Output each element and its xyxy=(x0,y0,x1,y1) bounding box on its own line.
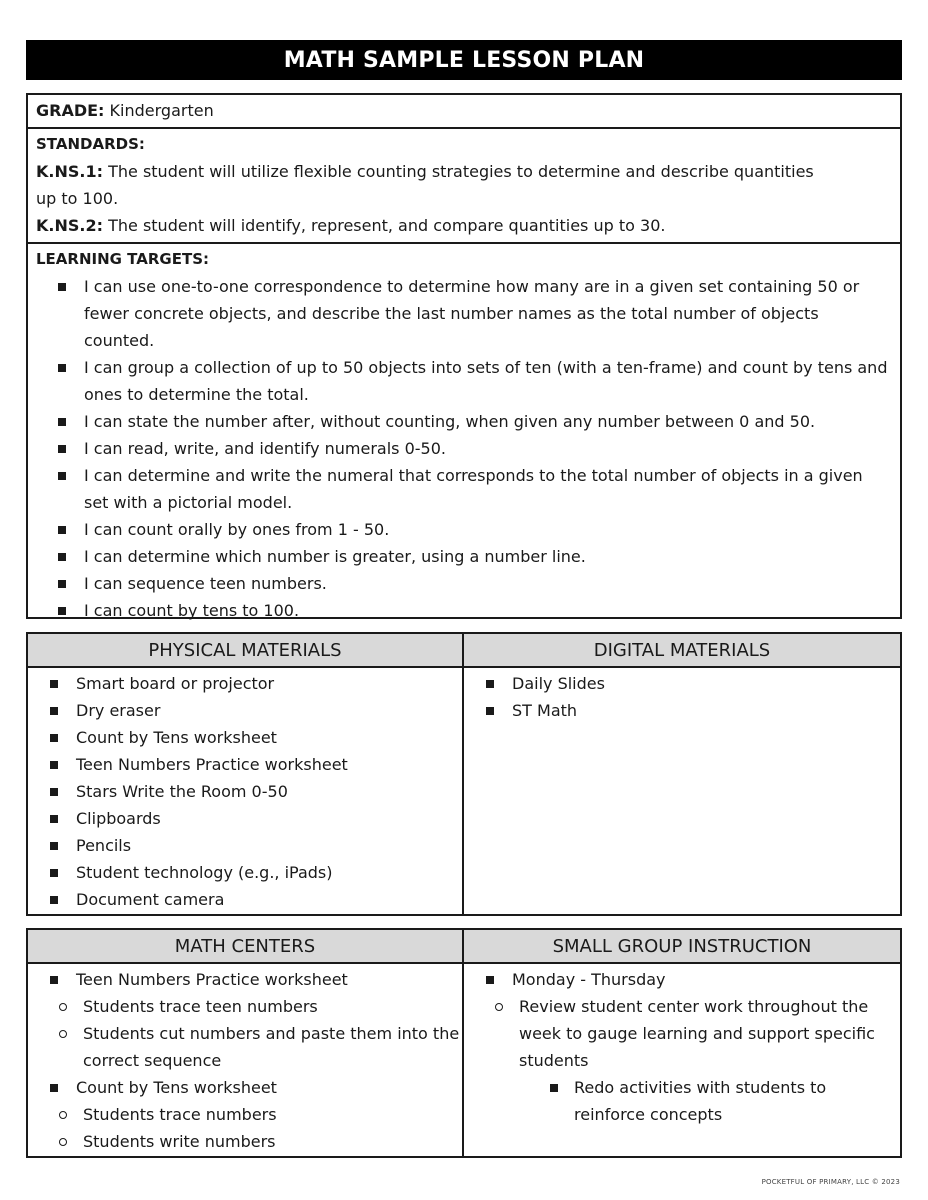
standard-text-continued: up to 100. xyxy=(36,189,119,208)
grade-row xyxy=(28,95,900,129)
list-item: I can group a collection of up to 50 objects into sets of ten (with a ten-frame) and count by tens and ones to determine the total. xyxy=(36,354,892,408)
list-item: I can sequence teen numbers. xyxy=(36,570,892,597)
digital-materials-header: DIGITAL MATERIALS xyxy=(464,634,900,668)
list-item: Stars Write the Room 0-50 xyxy=(28,778,462,805)
standards-label: STANDARDS: xyxy=(36,135,145,153)
standard-code: K.NS.2: xyxy=(36,216,103,235)
list-item: I can determine and write the numeral that corresponds to the total number of objects in a given set with a pictorial model. xyxy=(36,462,892,516)
physical-materials-list xyxy=(28,668,462,913)
list-item: Dry eraser xyxy=(28,697,462,724)
copyright-footer: POCKETFUL OF PRIMARY, LLC © 2023 xyxy=(761,1178,900,1186)
math-centers-list xyxy=(28,964,462,993)
center-sub-list xyxy=(28,993,462,1074)
lesson-info-box xyxy=(26,93,902,619)
list-item: Students cut numbers and paste them into the correct sequence xyxy=(28,1020,462,1074)
list-item xyxy=(28,966,462,993)
list-item: Daily Slides xyxy=(464,670,900,697)
math-centers-column xyxy=(28,930,464,1156)
standard-code: K.NS.1: xyxy=(36,162,103,181)
grade-value: Kindergarten xyxy=(109,101,214,120)
small-group-column xyxy=(464,930,900,1156)
list-item: Teen Numbers Practice worksheet xyxy=(28,751,462,778)
list-item: Students trace numbers xyxy=(28,1101,462,1128)
physical-materials-header: PHYSICAL MATERIALS xyxy=(28,634,462,668)
standard-item xyxy=(36,158,892,185)
digital-materials-list xyxy=(464,668,900,724)
standards-row xyxy=(28,129,900,244)
list-item: I can count orally by ones from 1 - 50. xyxy=(36,516,892,543)
center-sub-list xyxy=(28,1101,462,1155)
list-item: I can count by tens to 100. xyxy=(36,597,892,624)
learning-targets-list xyxy=(36,273,892,624)
learning-targets-row xyxy=(28,244,900,627)
list-item: ST Math xyxy=(464,697,900,724)
list-item: Students write numbers xyxy=(28,1128,462,1155)
grade-label: GRADE: xyxy=(36,101,105,120)
list-item: I can read, write, and identify numerals 0-50. xyxy=(36,435,892,462)
small-group-header: SMALL GROUP INSTRUCTION xyxy=(464,930,900,964)
list-item: I can determine which number is greater, using a number line. xyxy=(36,543,892,570)
standard-text: The student will utilize flexible counting strategies to determine and describe quantities xyxy=(108,162,814,181)
small-group-list xyxy=(464,964,900,993)
page-title: MATH SAMPLE LESSON PLAN xyxy=(26,40,902,80)
list-item: I can use one-to-one correspondence to determine how many are in a given set containing 50 or fewer concrete objects, and describe the last number names as the total number of objects counted. xyxy=(36,273,892,354)
small-group-sub-sub-list xyxy=(519,1074,900,1128)
materials-table xyxy=(26,632,902,916)
centers-table xyxy=(26,928,902,1158)
list-item: Count by Tens worksheet xyxy=(28,1074,462,1101)
center-title: Teen Numbers Practice worksheet xyxy=(76,970,348,989)
list-item: Pencils xyxy=(28,832,462,859)
list-item: Clipboards xyxy=(28,805,462,832)
list-item: Review student center work throughout the week to gauge learning and support specific students xyxy=(464,993,900,1074)
list-item: Monday - Thursday xyxy=(464,966,900,993)
list-item: I can state the number after, without counting, when given any number between 0 and 50. xyxy=(36,408,892,435)
learning-targets-label: LEARNING TARGETS: xyxy=(36,250,210,268)
math-centers-header: MATH CENTERS xyxy=(28,930,462,964)
list-item: Smart board or projector xyxy=(28,670,462,697)
list-item: Students trace teen numbers xyxy=(28,993,462,1020)
list-item: Redo activities with students to reinforce concepts xyxy=(519,1074,900,1128)
small-group-sub-list xyxy=(464,993,900,1074)
math-centers-list xyxy=(28,1074,462,1101)
list-item: Student technology (e.g., iPads) xyxy=(28,859,462,886)
standard-text: The student will identify, represent, and compare quantities up to 30. xyxy=(108,216,666,235)
list-item: Count by Tens worksheet xyxy=(28,724,462,751)
standard-item xyxy=(36,212,892,239)
digital-materials-column xyxy=(464,634,900,914)
list-item: Document camera xyxy=(28,886,462,913)
physical-materials-column xyxy=(28,634,464,914)
